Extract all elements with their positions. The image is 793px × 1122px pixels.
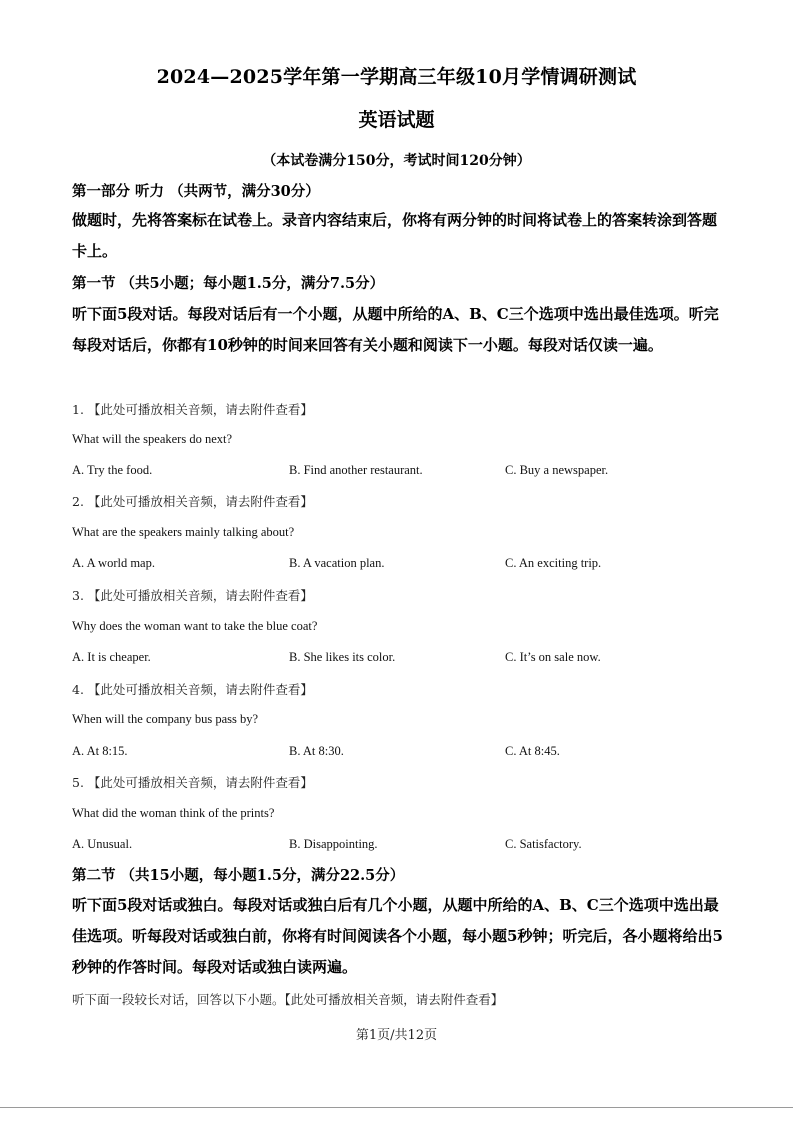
audio-placeholder-2[interactable]: 2. 【此处可播放相关音频，请去附件查看】 xyxy=(72,494,313,509)
audio-placeholder-5[interactable]: 5. 【此处可播放相关音频，请去附件查看】 xyxy=(72,775,313,790)
option-4a: A. At 8:15. xyxy=(72,744,128,758)
question-2: What are the speakers mainly talking about? xyxy=(72,525,295,539)
bottom-divider xyxy=(0,1107,793,1108)
section1-heading: 第一节 （共5小题；每小题1.5分，满分7.5分） xyxy=(72,275,385,292)
audio-placeholder-3[interactable]: 3. 【此处可播放相关音频，请去附件查看】 xyxy=(72,588,313,603)
audio-placeholder-1[interactable]: 1. 【此处可播放相关音频，请去附件查看】 xyxy=(72,402,313,417)
option-3c: C. It’s on sale now. xyxy=(505,650,601,664)
option-1a: A. Try the food. xyxy=(72,463,153,477)
option-1c: C. Buy a newspaper. xyxy=(505,463,609,477)
section2-lead[interactable]: 听下面一段较长对话，回答以下小题。【此处可播放相关音频，请去附件查看】 xyxy=(72,992,504,1007)
section2-instruction: 听下面5段对话或独白。每段对话或独白后有几个小题，从题中所给的A、B、C三个选项中选出最佳选项。听每段对话或独白前，你将有时间阅读各个小题，每小题5秒钟；听完后，各小题将给出5秒钟的作答时间。每段对话或独白读两遍。 xyxy=(72,896,723,976)
question-5: What did the woman think of the prints? xyxy=(72,806,275,820)
option-4c: C. At 8:45. xyxy=(505,744,560,758)
part1-instruction: 做题时，先将答案标在试卷上。录音内容结束后，你将有两分钟的时间将试卷上的答案转涂到答题卡上。 xyxy=(72,211,718,260)
part1-heading: 第一部分 听力 （共两节，满分30分） xyxy=(72,183,320,200)
question-4: When will the company bus pass by? xyxy=(72,712,259,726)
option-5a: A. Unusual. xyxy=(72,837,133,851)
page-number: 第1页/共12页 xyxy=(355,1028,438,1043)
exam-subtitle: 英语试题 xyxy=(358,109,435,131)
option-2a: A. A world map. xyxy=(72,556,155,570)
option-2c: C. An exciting trip. xyxy=(505,556,602,570)
option-3a: A. It is cheaper. xyxy=(72,650,151,664)
question-3: Why does the woman want to take the blue coat? xyxy=(72,619,318,633)
exam-note: （本试卷满分150分，考试时间120分钟） xyxy=(262,153,531,169)
exam-title: 2024—2025学年第一学期高三年级10月学情调研测试 xyxy=(156,66,637,88)
option-2b: B. A vacation plan. xyxy=(289,556,385,570)
option-1b: B. Find another restaurant. xyxy=(289,463,423,477)
section1-instruction: 听下面5段对话。每段对话后有一个小题，从题中所给的A、B、C三个选项中选出最佳选项。听完每段对话后，你都有10秒钟的时间来回答有关小题和阅读下一小题。每段对话仅读一遍。 xyxy=(72,305,719,354)
audio-placeholder-4[interactable]: 4. 【此处可播放相关音频，请去附件查看】 xyxy=(72,682,313,697)
option-5b: B. Disappointing. xyxy=(289,837,378,851)
question-1: What will the speakers do next? xyxy=(72,432,233,446)
section2-heading: 第二节 （共15小题，每小题1.5分，满分22.5分） xyxy=(72,867,405,884)
option-4b: B. At 8:30. xyxy=(289,744,344,758)
option-5c: C. Satisfactory. xyxy=(505,837,582,851)
option-3b: B. She likes its color. xyxy=(289,650,396,664)
